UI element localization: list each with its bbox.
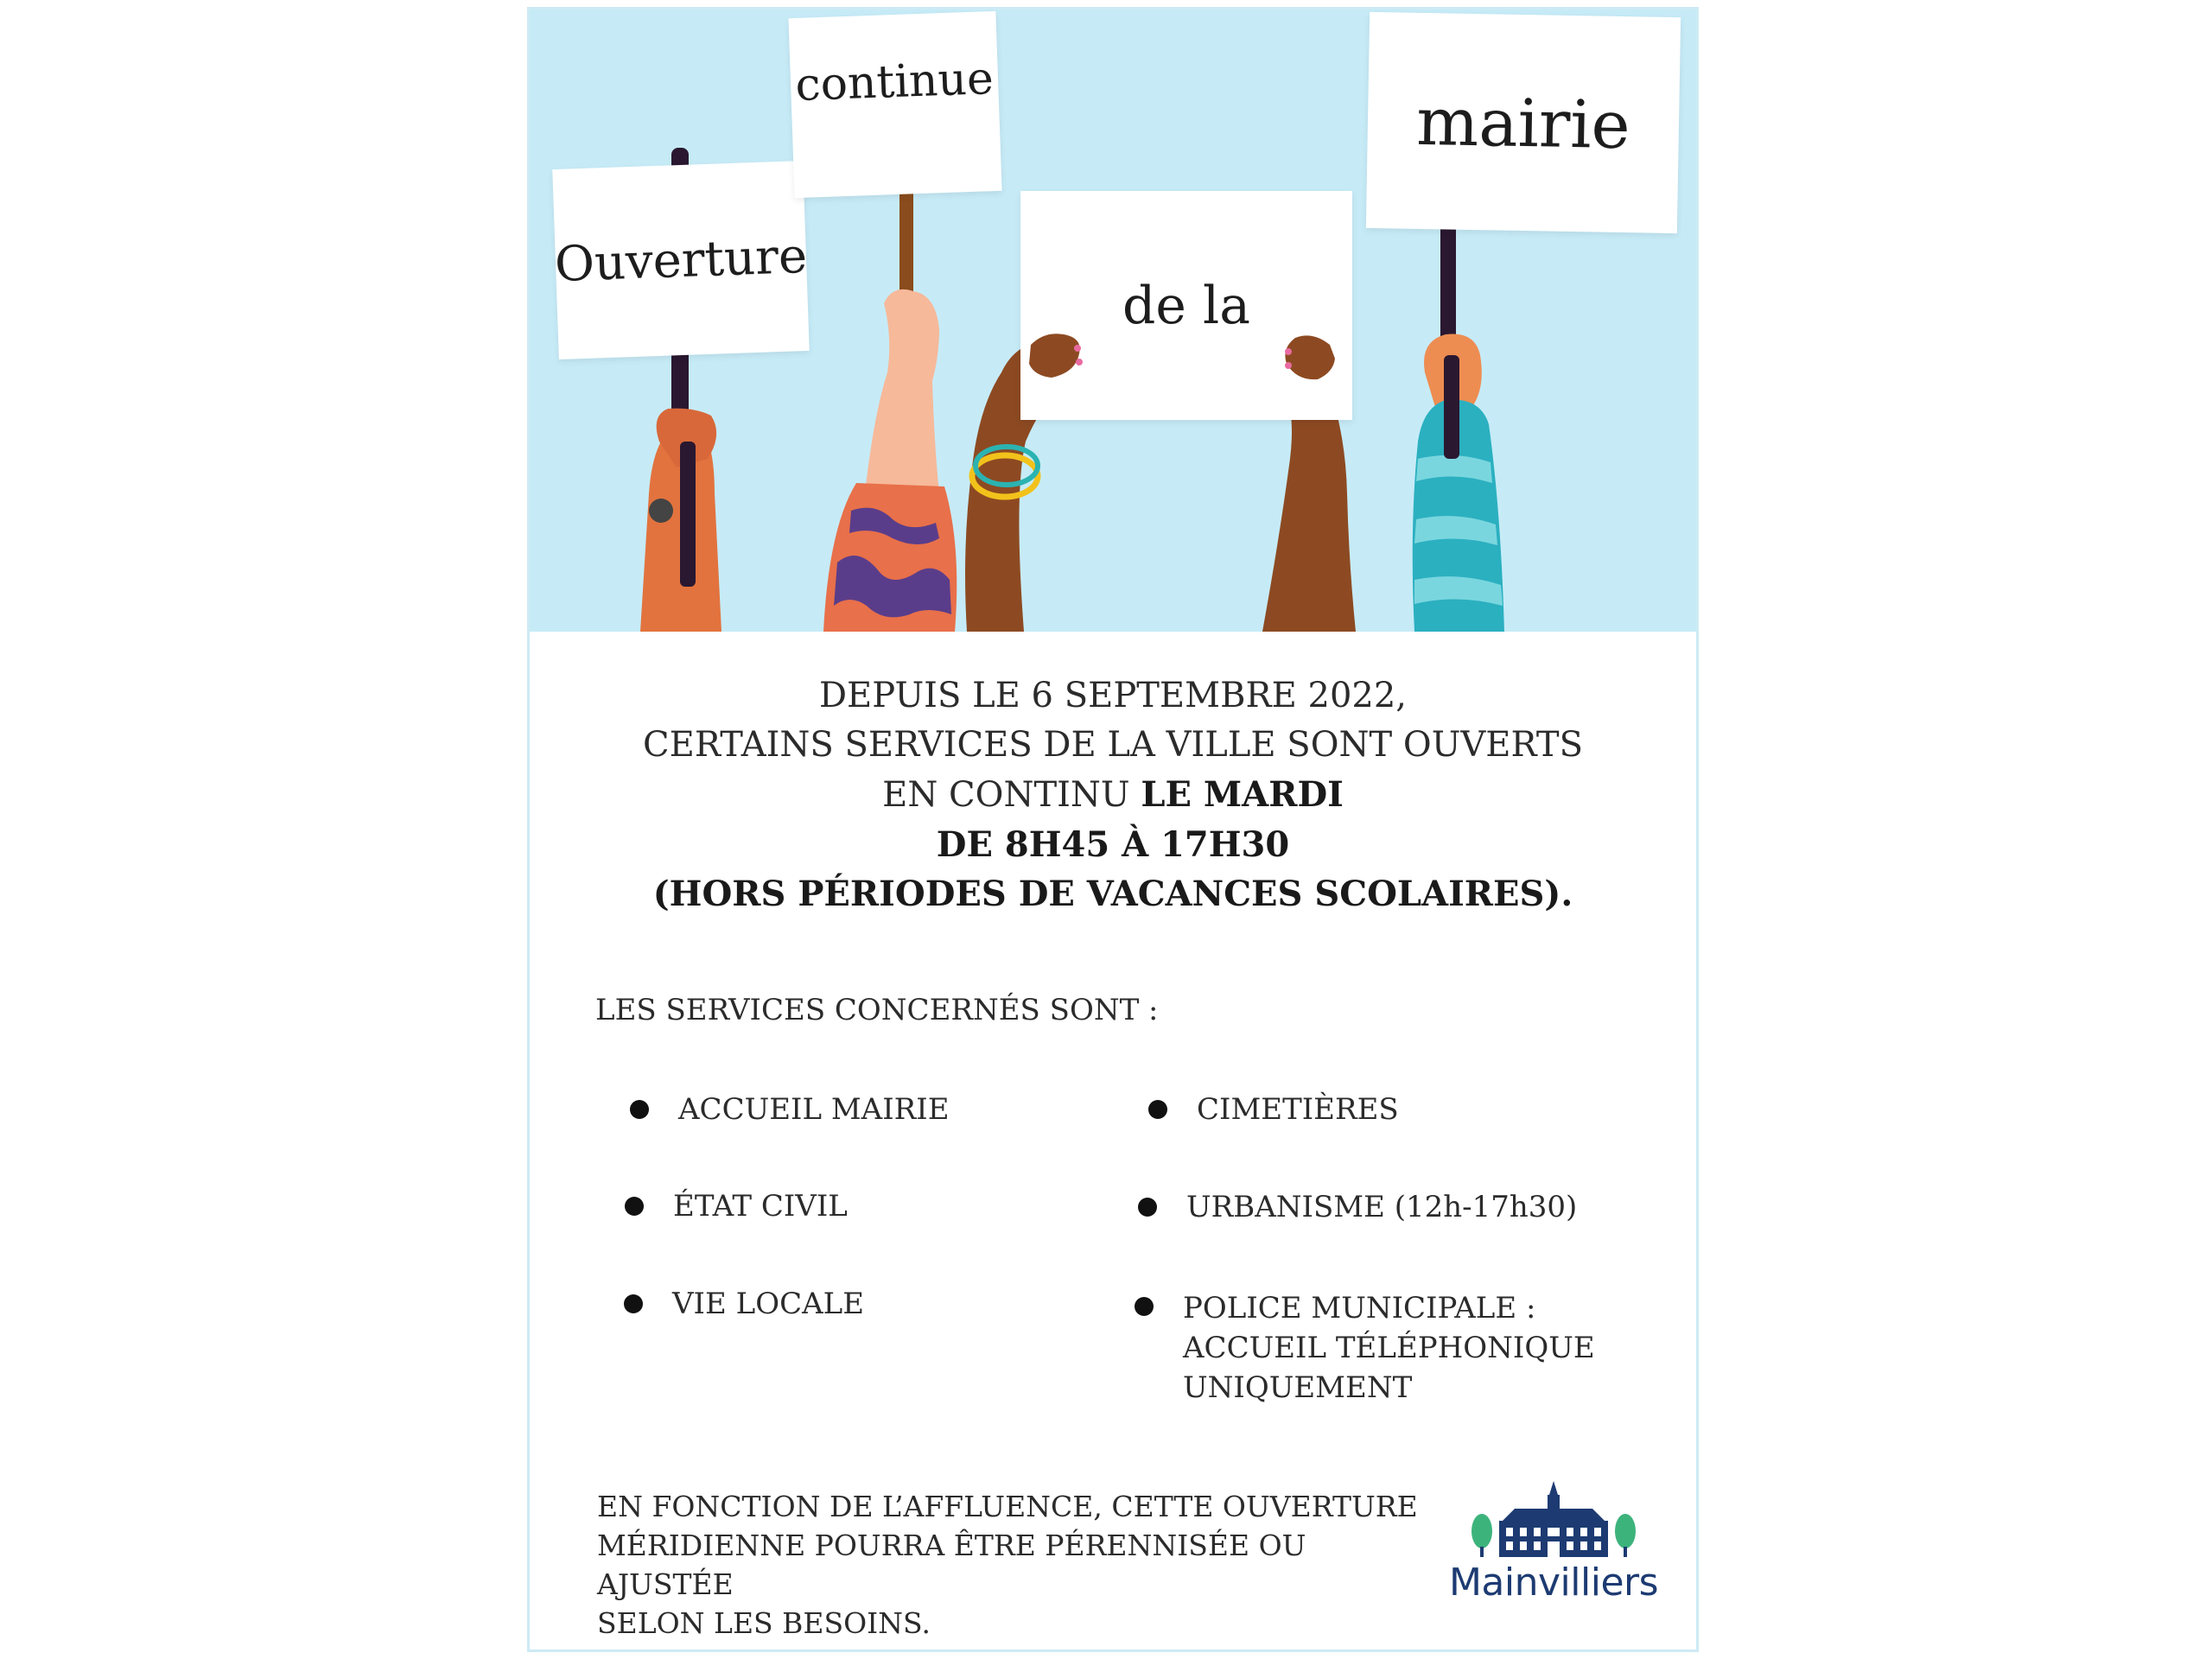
sign-ouverture — [552, 161, 810, 359]
town-hall-icon — [1446, 1474, 1662, 1560]
service-item-accueil-mairie — [678, 1090, 950, 1129]
service-item-police-municipale — [1183, 1288, 1632, 1408]
logo-town-name: Mainvilliers — [1448, 1560, 1659, 1605]
sign-ouverture-text: Ouverture — [553, 227, 809, 293]
bullet-icon — [625, 1197, 644, 1216]
service-item-etat-civil — [673, 1186, 848, 1226]
service-label: ÉTAT CIVIL — [673, 1189, 848, 1224]
services-title: LES SERVICES CONCERNÉS SONT : — [595, 993, 1159, 1027]
poster — [527, 7, 1699, 1652]
service-item-urbanisme — [1186, 1187, 1577, 1227]
intro-exception: (HORS PÉRIODES DE VACANCES SCOLAIRES). — [652, 874, 1573, 914]
service-item-cimetieres — [1197, 1090, 1399, 1129]
intro-hours: DE 8H45 À 17H30 — [936, 824, 1290, 865]
bullet-icon — [1135, 1297, 1154, 1316]
sign-mairie-text: mairie — [1415, 82, 1631, 163]
arm-peach — [865, 289, 939, 493]
service-label: URBANISME (12h-17h30) — [1186, 1190, 1578, 1224]
service-label: CIMETIÈRES — [1197, 1092, 1399, 1127]
intro-line-3-bold: LE MARDI — [1141, 774, 1344, 815]
service-label-line-2: ACCUEIL TÉLÉPHONIQUE — [1183, 1331, 1595, 1365]
footer-line-1: EN FONCTION DE L’AFFLUENCE, CETTE OUVERTURE — [597, 1490, 1418, 1523]
footer-line-2: MÉRIDIENNE POURRA ÊTRE PÉRENNISÉE OU AJUSTÉE — [597, 1529, 1306, 1601]
service-label-line-3: UNIQUEMENT — [1183, 1370, 1413, 1405]
service-item-vie-locale — [672, 1284, 864, 1324]
sign-de-la — [1020, 191, 1352, 420]
bullet-icon — [1138, 1198, 1157, 1217]
sign-mairie — [1366, 12, 1681, 233]
service-label-line-1: POLICE MUNICIPALE : — [1183, 1291, 1536, 1325]
sign-continue-text: continue — [794, 53, 995, 111]
wrist-watch — [649, 499, 673, 523]
intro-line-1: DEPUIS LE 6 SEPTEMBRE 2022, — [818, 676, 1408, 715]
service-label: VIE LOCALE — [672, 1287, 865, 1321]
hero-illustration — [530, 10, 1696, 632]
mainvilliers-logo — [1446, 1474, 1662, 1604]
opening-announcement — [530, 671, 1696, 918]
bullet-icon — [624, 1294, 643, 1313]
footer-line-3: SELON LES BESOINS. — [597, 1606, 931, 1640]
intro-line-3-regular: EN CONTINU — [882, 775, 1141, 815]
sign-de-la-text: de la — [1122, 275, 1250, 336]
intro-line-2: CERTAINS SERVICES DE LA VILLE SONT OUVERTS — [643, 725, 1583, 765]
service-label: ACCUEIL MAIRIE — [678, 1092, 950, 1127]
sign-continue — [788, 11, 1001, 198]
bullet-icon — [630, 1100, 649, 1119]
notice-content — [530, 632, 1696, 1651]
bullet-icon — [1148, 1100, 1167, 1119]
intro-line-3 — [530, 770, 1696, 820]
footer-note — [597, 1487, 1427, 1643]
